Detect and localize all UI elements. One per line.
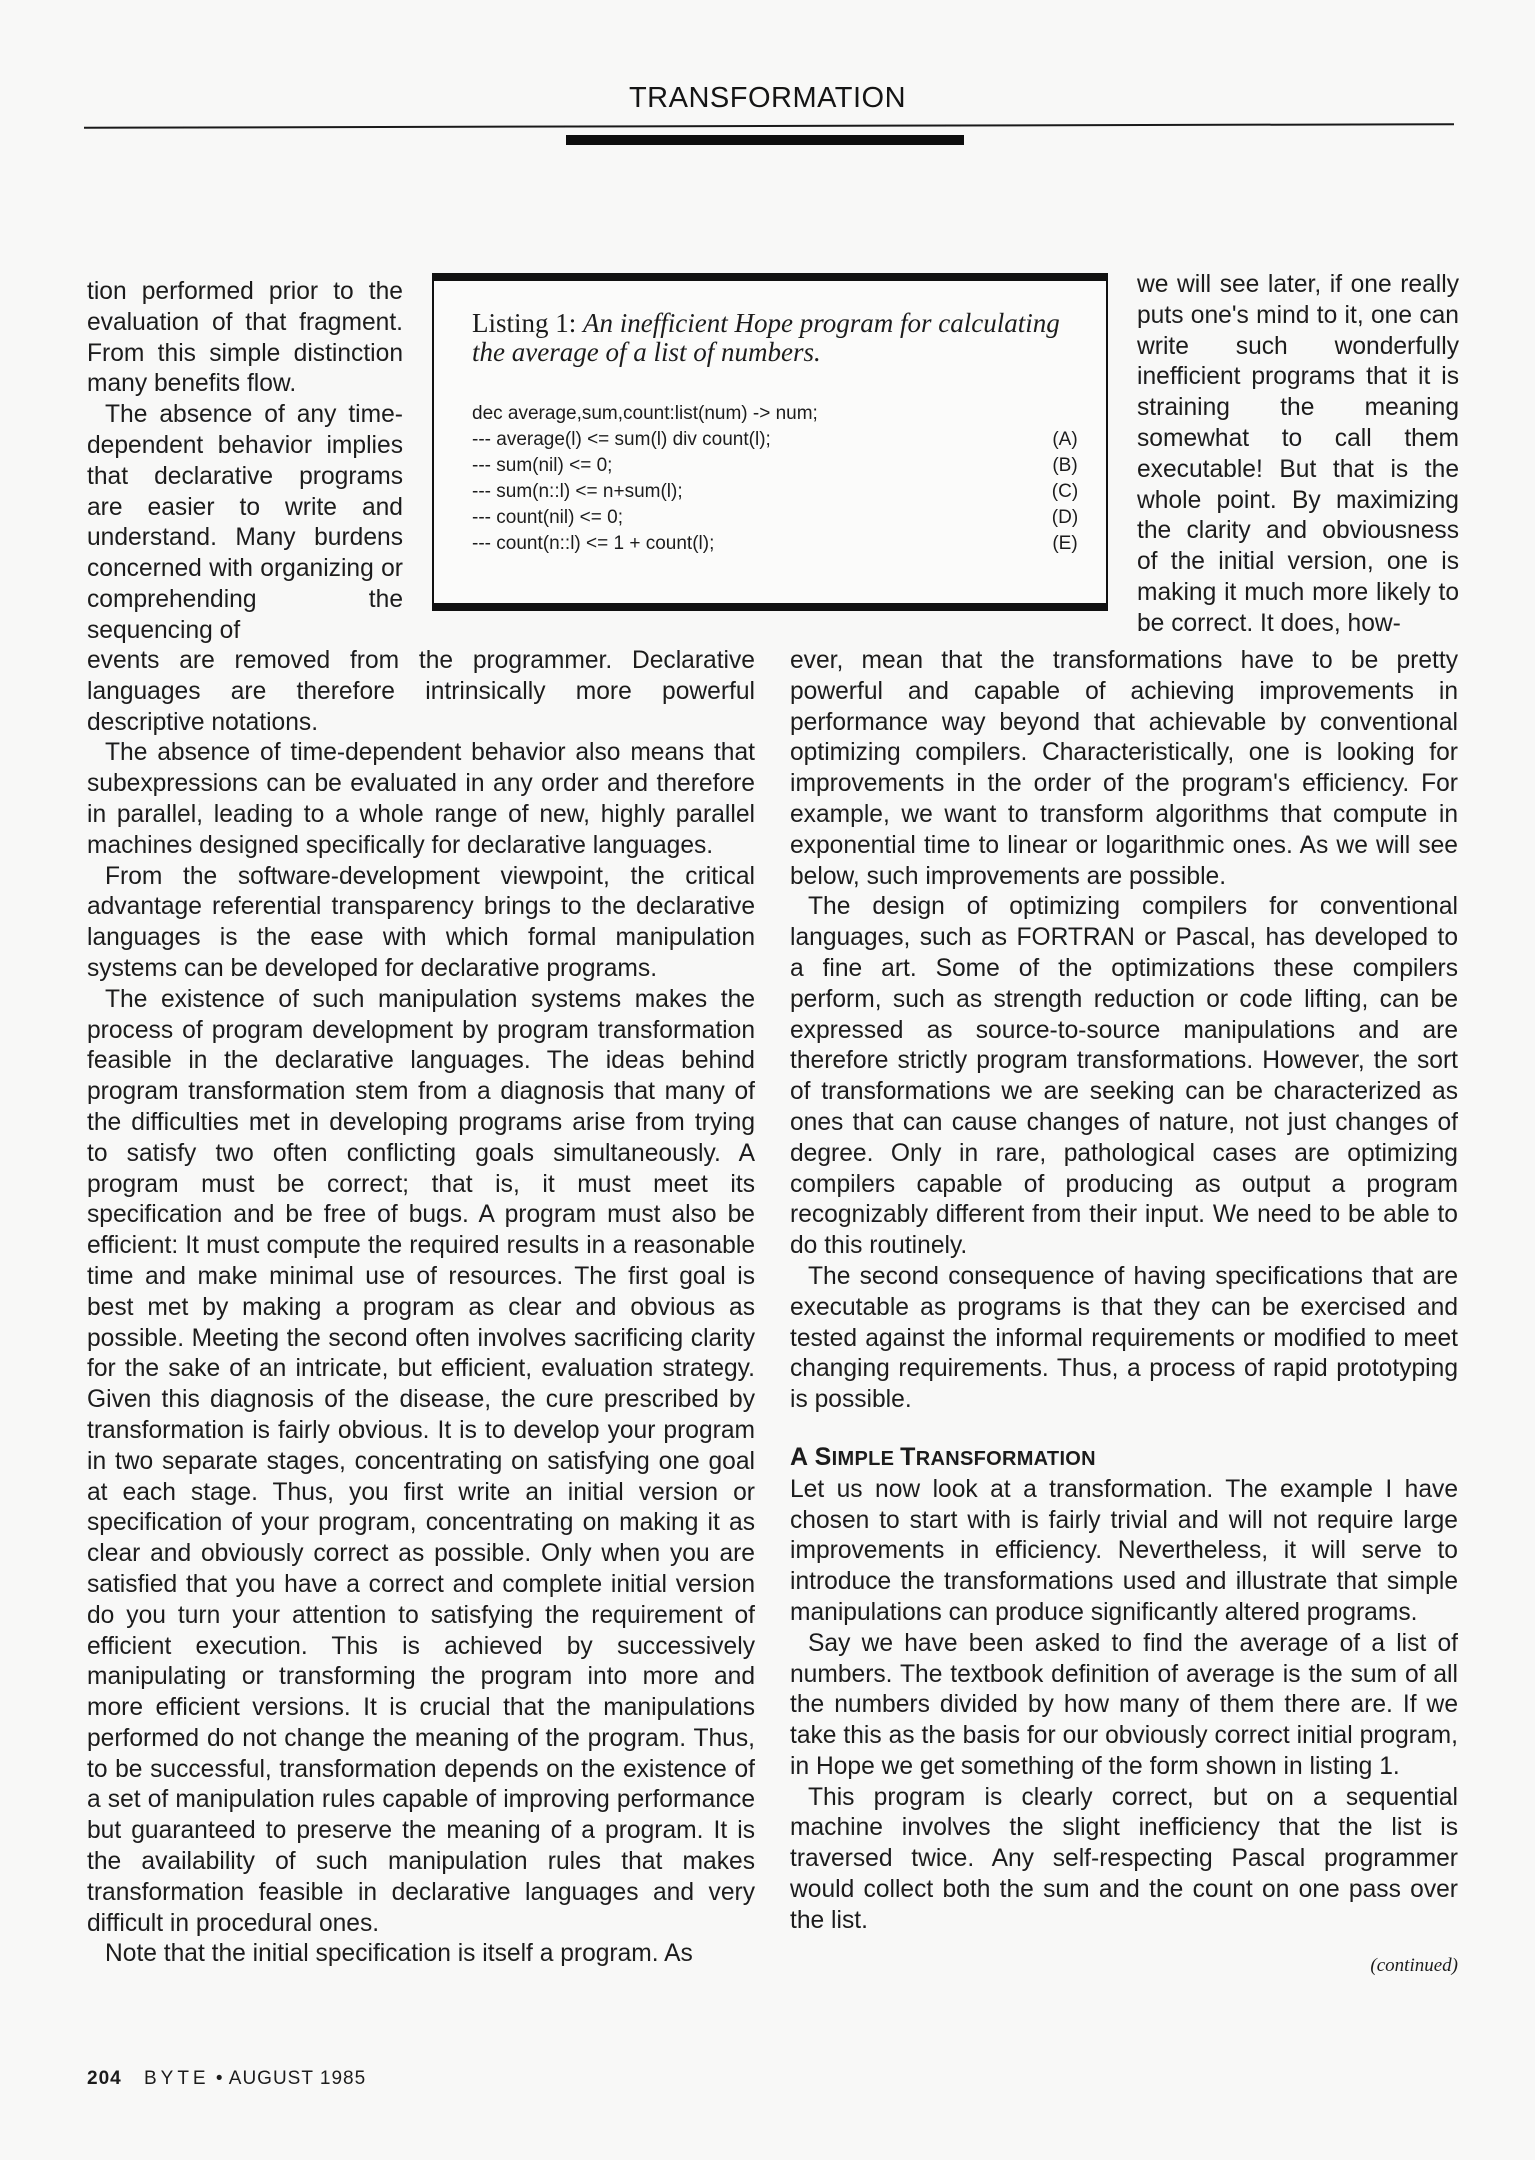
code-line <box>472 427 1082 453</box>
paragraph: The second consequence of having specifications that are executable as programs is that they can be exercised and tested against the informal requirements or modified to meet changing requirements. Thus, a process of rapid prototyping is possible. <box>790 1262 1458 1414</box>
paragraph: From the software-development viewpoint, the critical advantage referential transparency brings to the declarative languages is the ease with which formal manipulation systems can be developed for declarative programs. <box>87 862 755 982</box>
paragraph: tion performed prior to the evaluation of that fragment. From this simple distinction many benefits flow. <box>87 278 403 398</box>
right-column <box>790 646 1458 1981</box>
narrow-right-column <box>1137 270 1459 640</box>
listing-1-box <box>432 273 1108 611</box>
code-line <box>472 505 1082 531</box>
code-tag: (E) <box>1052 533 1078 554</box>
paragraph: we will see later, if one really puts one's mind to it, one can write such wonderfully inefficient programs that it is straining the meaning somewhat to call them executable! But that is the whole point. By maximizing the clarity and obviousness of the initial version, one is making it much more likely to be correct. It does, how- <box>1137 271 1459 637</box>
left-column <box>87 646 755 1970</box>
paragraph: The design of optimizing compilers for conventional languages, such as FORTRAN or Pascal, has developed to a fine art. Some of the optimizations these compilers perform, such as strength reduction or code lifting, can be expressed as source-to-source manipulations and are therefore strictly program transformations. However, the sort of transformations we are seeking can be characterized as ones that can cause changes of nature, not just changes of degree. Only in rare, pathological cases are optimizing compilers capable of producing as output a program recognizably different from their input. We need to be able to do this routinely. <box>790 893 1458 1260</box>
section-heading: A SIMPLE TRANSFORMATION <box>790 1442 1096 1471</box>
code-text: --- sum(nil) <= 0; <box>472 455 613 476</box>
running-head: TRANSFORMATION <box>628 82 907 114</box>
code-text: --- average(l) <= sum(l) div count(l); <box>472 429 771 450</box>
header-bar <box>566 135 964 145</box>
continued-note: (continued) <box>1370 1954 1458 1976</box>
paragraph: events are removed from the programmer. Declarative languages are therefore intrinsically more powerful descriptive notations. <box>87 647 755 736</box>
code-line <box>472 479 1082 505</box>
paragraph: ever, mean that the transformations have to be pretty powerful and capable of achieving improvements in performance way beyond that achievable by conventional optimizing compilers. Characteristically, one is looking for improvements in the order of the program's efficiency. For example, we want to transform algorithms that compute in exponential time to linear or logarithmic ones. As we will see below, such improvements are possible. <box>790 647 1458 890</box>
paragraph: The absence of time-dependent behavior also means that subexpressions can be evaluated in any order and therefore in parallel, leading to a whole range of new, highly parallel machines designed specifically for declarative languages. <box>87 739 755 859</box>
code-tag: (C) <box>1051 481 1079 502</box>
code-tag <box>1048 401 1082 427</box>
code-text: --- sum(n::l) <= n+sum(l); <box>472 481 683 502</box>
listing-code <box>472 401 1082 557</box>
paragraph: Let us now look at a transformation. The example I have chosen to start with is fairly trivial and will not require large improvements in efficiency. Nevertheless, it will serve to introduce the transformations used and illustrate that simple manipulations can produce significantly altered programs. <box>790 1475 1458 1626</box>
magazine-name: BYTE <box>143 2068 210 2089</box>
listing-caption-text: An inefficient Hope program for calculating the average of a list of numbers. <box>472 308 1060 367</box>
paragraph: Note that the initial specification is itself a program. As <box>105 1940 693 1968</box>
listing-label: Listing 1: <box>472 308 577 338</box>
paragraph: The absence of any time-dependent behavior implies that declarative programs are easier to write and understand. Many burdens concerned with organizing or comprehending the sequencing of <box>87 401 403 644</box>
page-footer <box>87 2068 366 2090</box>
narrow-left-column <box>87 277 403 647</box>
footer-separator: • <box>215 2068 224 2089</box>
paragraph: This program is clearly correct, but on a sequential machine involves the slight inefficiency that the list is traversed twice. Any self-respecting Pascal programmer would collect both the sum and the count on one pass over the list. <box>790 1783 1458 1934</box>
code-line <box>472 401 1082 427</box>
code-text: dec average,sum,count:list(num) -> num; <box>472 403 818 424</box>
code-tag: (D) <box>1051 507 1079 528</box>
code-line <box>472 531 1082 557</box>
page-number: 204 <box>87 2068 122 2089</box>
code-text: --- count(nil) <= 0; <box>472 507 623 528</box>
paragraph: Say we have been asked to find the average of a list of numbers. The textbook definition of average is the sum of all the numbers divided by how many of them there are. If we take this as the basis for our obviously correct initial program, in Hope we get something of the form shown in listing 1. <box>790 1629 1458 1780</box>
paragraph: The existence of such manipulation systems makes the process of program development by program transformation feasible in the declarative languages. The ideas behind program transformation stem from a diagnosis that many of the difficulties met in developing programs arise from trying to satisfy two often conflicting goals simultaneously. A program must be correct; that is, it must meet its specification and be free of bugs. A program must also be efficient: It must compute the required results in a reasonable time and make minimal use of resources. The first goal is best met by making a program as clear and obvious as possible. Meeting the second often involves sacrificing clarity for the sake of an intricate, but efficient, evaluation strategy. Given this diagnosis of the disease, the cure prescribed by transformation is fairly obvious. It is to develop your program in two separate stages, concentrating on satisfying one goal at each stage. Thus, you first write an initial version or specification of your program, concentrating on making it as clear and obviously correct as possible. Only when you are satisfied that you have a correct and complete initial version do you turn your attention to satisfying the requirement of efficient execution. This is achieved by successively manipulating or transforming the program into more and more efficient versions. It is crucial that the manipulations performed do not change the meaning of the program. Thus, to be successful, transformation depends on the existence of a set of manipulation rules capable of improving performance but guaranteed to preserve the meaning of a program. It is the availability of such manipulation rules that makes transformation feasible in declarative languages and very difficult in procedural ones. <box>87 985 755 1937</box>
code-tag: (A) <box>1052 429 1078 450</box>
code-tag: (B) <box>1052 455 1078 476</box>
header-rule <box>84 123 1454 129</box>
listing-caption <box>472 309 1072 367</box>
code-line <box>472 453 1082 479</box>
code-text: --- count(n::l) <= 1 + count(l); <box>472 533 715 554</box>
issue-date: AUGUST 1985 <box>228 2068 367 2089</box>
